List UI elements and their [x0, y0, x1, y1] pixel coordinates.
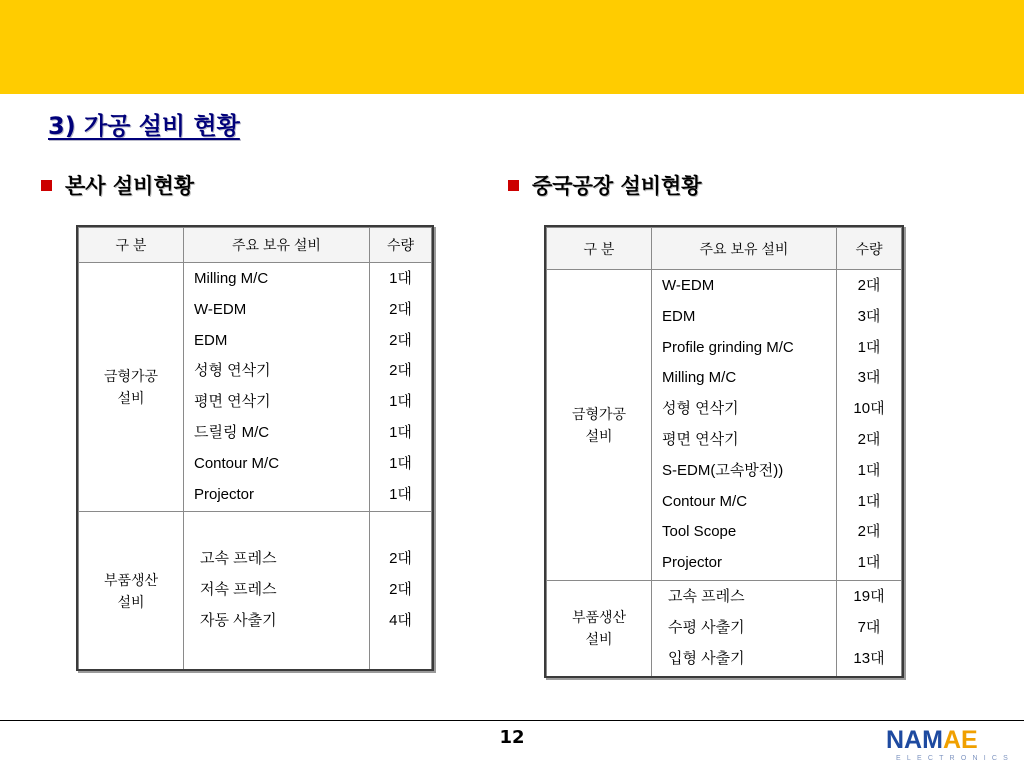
category-label: 설비 [117, 390, 145, 407]
equipment-quantity: 1대 [389, 423, 412, 441]
equipment-quantity: 1대 [857, 554, 881, 572]
category-cell [79, 512, 184, 669]
column-header-equipment: 주요 보유 설비 [184, 228, 370, 263]
equipment-name: 성형 연삭기 [662, 400, 739, 418]
table-header-row [79, 228, 432, 263]
quantity-list [837, 270, 902, 581]
equipment-name: 성형 연삭기 [194, 362, 271, 380]
column-header-quantity: 수량 [370, 228, 432, 263]
category-label: 금형가공 [103, 368, 159, 385]
china-factory-equipment-table [544, 225, 904, 678]
quantity-list [370, 512, 432, 669]
column-header-category: 구 분 [79, 228, 184, 263]
equipment-quantity: 1대 [857, 492, 881, 510]
equipment-quantity: 2대 [389, 550, 412, 568]
table-header-row [547, 228, 902, 270]
section-heading-china [508, 170, 702, 200]
equipment-name: Tool Scope [662, 523, 737, 541]
quantity-list [370, 263, 432, 512]
equipment-name: Milling M/C [194, 270, 269, 287]
footer-divider [0, 720, 1024, 721]
equipment-name: 입형 사출기 [668, 649, 745, 667]
equipment-quantity: 1대 [389, 393, 412, 411]
equipment-quantity: 13대 [853, 649, 885, 667]
table-row-group [79, 512, 432, 669]
category-label: 부품생산 [571, 609, 627, 626]
equipment-quantity: 19대 [853, 588, 885, 606]
equipment-name: 고속 프레스 [668, 588, 745, 606]
equipment-name: Contour M/C [662, 492, 748, 510]
equipment-quantity: 1대 [389, 270, 412, 287]
column-header-category: 구 분 [547, 228, 652, 270]
company-logo [886, 728, 1018, 764]
equipment-name: S-EDM(고속방전)) [662, 461, 784, 479]
equipment-quantity: 2대 [389, 362, 412, 380]
square-bullet-icon [508, 180, 519, 191]
section-heading-label: 본사 설비현황 [65, 174, 195, 198]
equipment-name: 고속 프레스 [200, 550, 277, 568]
category-cell [79, 263, 184, 512]
category-label: 설비 [585, 631, 613, 648]
equipment-quantity: 2대 [389, 331, 412, 349]
table-row-group [79, 263, 432, 512]
equipment-name: Contour M/C [194, 454, 280, 472]
logo-wordmark [886, 728, 1018, 752]
equipment-quantity: 1대 [389, 454, 412, 472]
category-label: 설비 [117, 593, 145, 610]
page-title: 3) 가공 설비 현황 [48, 112, 240, 140]
category-label: 설비 [585, 427, 613, 444]
equipment-quantity: 3대 [857, 307, 881, 325]
section-heading-label: 중국공장 설비현황 [532, 174, 702, 198]
logo-wordmark-blue: NAM [886, 726, 943, 754]
equipment-quantity: 2대 [389, 300, 412, 318]
equipment-name: Profile grinding M/C [662, 338, 794, 356]
category-cell [547, 270, 652, 581]
equipment-name: 저속 프레스 [200, 581, 277, 599]
equipment-list [184, 512, 370, 669]
table-row-group [547, 580, 902, 676]
equipment-quantity: 1대 [857, 461, 881, 479]
page-number: 12 [499, 727, 525, 748]
logo-subtitle: ELECTRONICS [896, 755, 1014, 762]
equipment-name: 자동 사출기 [200, 612, 277, 630]
equipment-name: W-EDM [662, 277, 715, 294]
category-label: 부품생산 [103, 571, 159, 588]
equipment-name: EDM [194, 331, 228, 349]
equipment-quantity: 2대 [389, 581, 412, 599]
category-label: 금형가공 [571, 405, 627, 422]
equipment-name: Projector [194, 485, 255, 503]
table-row-group [547, 270, 902, 581]
equipment-name: W-EDM [194, 300, 247, 318]
section-heading-headquarters [41, 170, 194, 200]
equipment-quantity: 1대 [389, 485, 412, 503]
equipment-name: 드릴링 M/C [194, 423, 270, 441]
equipment-list [652, 580, 837, 676]
equipment-quantity: 2대 [857, 523, 881, 541]
equipment-quantity: 1대 [857, 338, 881, 356]
equipment-quantity: 2대 [857, 430, 881, 448]
column-header-equipment: 주요 보유 설비 [652, 228, 837, 270]
headquarters-equipment-table [76, 225, 434, 671]
equipment-name: 수평 사출기 [668, 619, 745, 637]
header-band [0, 0, 1024, 94]
equipment-quantity: 2대 [857, 277, 881, 294]
equipment-name: 평면 연삭기 [194, 393, 271, 411]
equipment-quantity: 4대 [389, 612, 412, 630]
quantity-list [837, 580, 902, 676]
equipment-list [652, 270, 837, 581]
equipment-name: 평면 연삭기 [662, 430, 739, 448]
equipment-quantity: 10대 [853, 400, 885, 418]
equipment-name: EDM [662, 307, 696, 325]
equipment-name: Milling M/C [662, 369, 737, 387]
logo-wordmark-orange: AE [942, 726, 978, 754]
column-header-quantity: 수량 [837, 228, 902, 270]
equipment-name: Projector [662, 554, 723, 572]
category-cell [547, 580, 652, 676]
equipment-quantity: 7대 [857, 619, 881, 637]
equipment-list [184, 263, 370, 512]
equipment-quantity: 3대 [857, 369, 881, 387]
square-bullet-icon [41, 180, 52, 191]
